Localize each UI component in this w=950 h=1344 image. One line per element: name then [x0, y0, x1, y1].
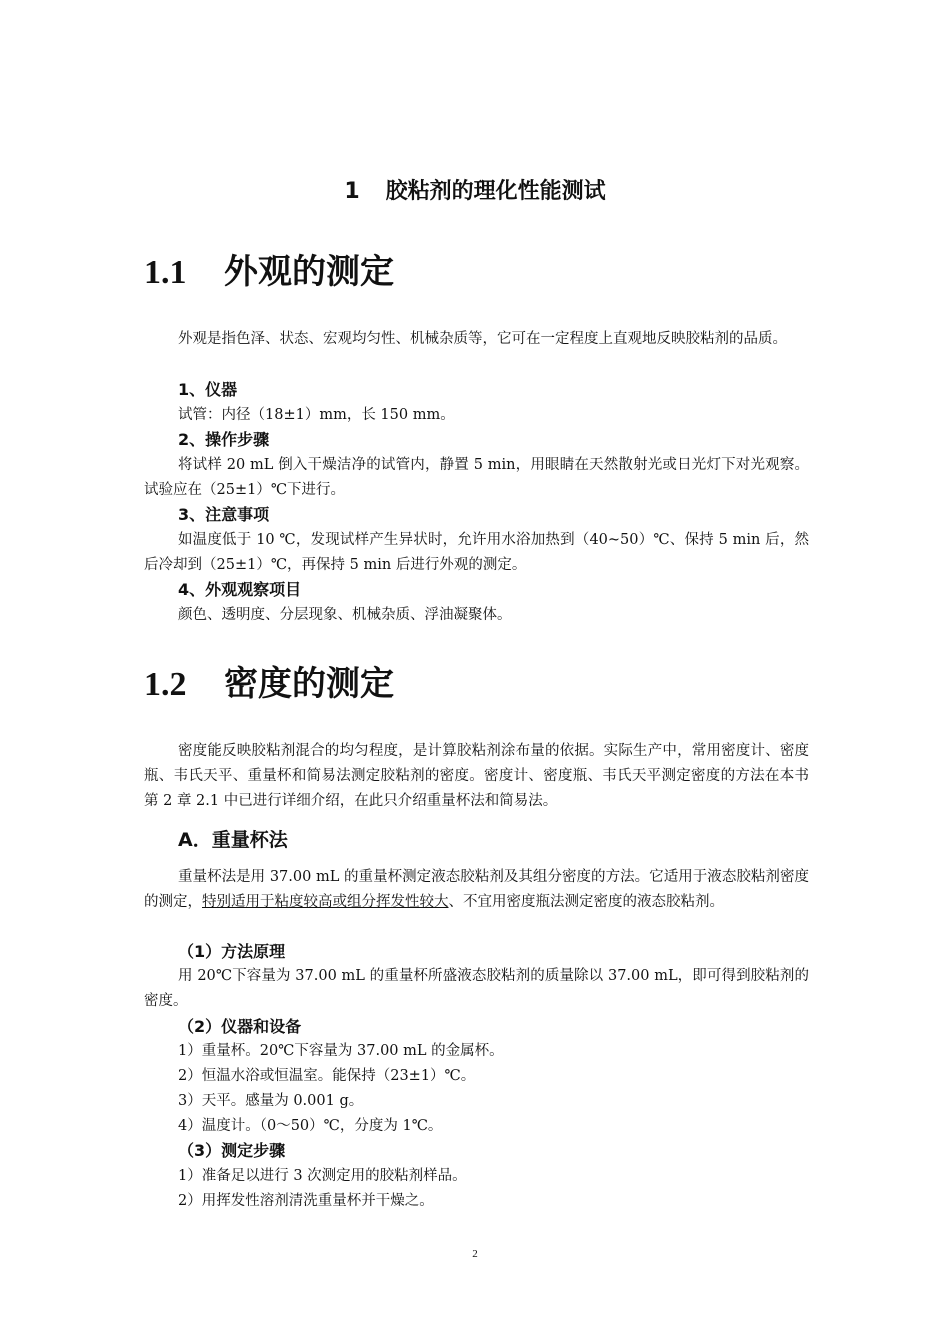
paragraph-density-intro: 密度能反映胶粘剂混合的均匀程度，是计算胶粘剂涂布量的依据。实际生产中，常用密度计、密度瓶、韦氏天平、重量杯和简易法测定胶粘剂的密度。密度计、密度瓶、韦氏天平测定密度的方法在本书第 2 章 2.1 中已进行详细介绍，在此只介绍重量杯法和简易法。 [144, 743, 809, 809]
paragraph-principle: 用 20℃下容量为 37.00 mL 的重量杯所盛液态胶粘剂的质量除以 37.00 mL，即可得到胶粘剂的密度。 [144, 968, 809, 1009]
section-number: 1.2 [144, 666, 187, 703]
subheading-instrument: 1、仪器 [178, 380, 238, 399]
paragraph-observation-items: 颜色、透明度、分层现象、机械杂质、浮油凝聚体。 [178, 607, 512, 623]
underlined-text: 特别适用于粘度较高或组分挥发性较大 [202, 894, 449, 910]
subheading-procedure: 2、操作步骤 [178, 430, 270, 449]
list-item-equipment: 3）天平。感量为 0.001 g。 [178, 1093, 364, 1109]
chapter-title-text: 胶粘剂的理化性能测试 [385, 179, 606, 204]
subheading-notes: 3、注意事项 [178, 505, 270, 524]
list-item-equipment: 1）重量杯。20℃下容量为 37.00 mL 的金属杯。 [178, 1043, 504, 1059]
list-item-equipment: 4）温度计。（0～50）℃，分度为 1℃。 [178, 1118, 443, 1134]
subheading-weight-cup-method: A．重量杯法 [178, 829, 288, 851]
list-item-step: 1）准备足以进行 3 次测定用的胶粘剂样品。 [178, 1168, 467, 1184]
section-heading-1-2 [144, 664, 394, 705]
paragraph-weight-cup-method [144, 865, 809, 915]
section-heading-1-1 [144, 252, 394, 293]
chapter-number: 1 [344, 179, 360, 204]
subheading-steps: （3）测定步骤 [178, 1141, 286, 1160]
subheading-equipment: （2）仪器和设备 [178, 1017, 302, 1036]
subheading-principle: （1）方法原理 [178, 942, 286, 961]
list-item-equipment: 2）恒温水浴或恒温室。能保持（23±1）℃。 [178, 1068, 476, 1084]
section-number: 1.1 [144, 254, 187, 291]
paragraph-notes: 如温度低于 10 ℃，发现试样产生异状时，允许用水浴加热到（40~50）℃、保持 5 min 后，然后冷却到（25±1）℃，再保持 5 min 后进行外观的测定。 [144, 532, 809, 573]
chapter-title [0, 174, 950, 205]
paragraph-instrument: 试管：内径（18±1）mm，长 150 mm。 [178, 407, 455, 423]
subheading-observation-items: 4、外观观察项目 [178, 580, 302, 599]
text-segment: 、不宜用密度瓶法测定密度的液态胶粘剂。 [448, 894, 724, 910]
page-number: 2 [472, 1248, 478, 1260]
list-item-step: 2）用挥发性溶剂清洗重量杯并干燥之。 [178, 1193, 434, 1209]
text-segment: 重量杯法是用 37.00 mL 的重量杯测定液态胶粘剂及其组分密度的方法。它适用于液态胶粘剂密度的测定， [144, 869, 809, 910]
paragraph-appearance-intro: 外观是指色泽、状态、宏观均匀性、机械杂质等，它可在一定程度上直观地反映胶粘剂的品质。 [178, 331, 787, 347]
section-title: 密度的测定 [224, 664, 394, 704]
paragraph-procedure: 将试样 20 mL 倒入干燥洁净的试管内，静置 5 min，用眼睛在天然散射光或日光灯下对光观察。试验应在（25±1）℃下进行。 [144, 457, 809, 498]
section-title: 外观的测定 [224, 252, 394, 292]
